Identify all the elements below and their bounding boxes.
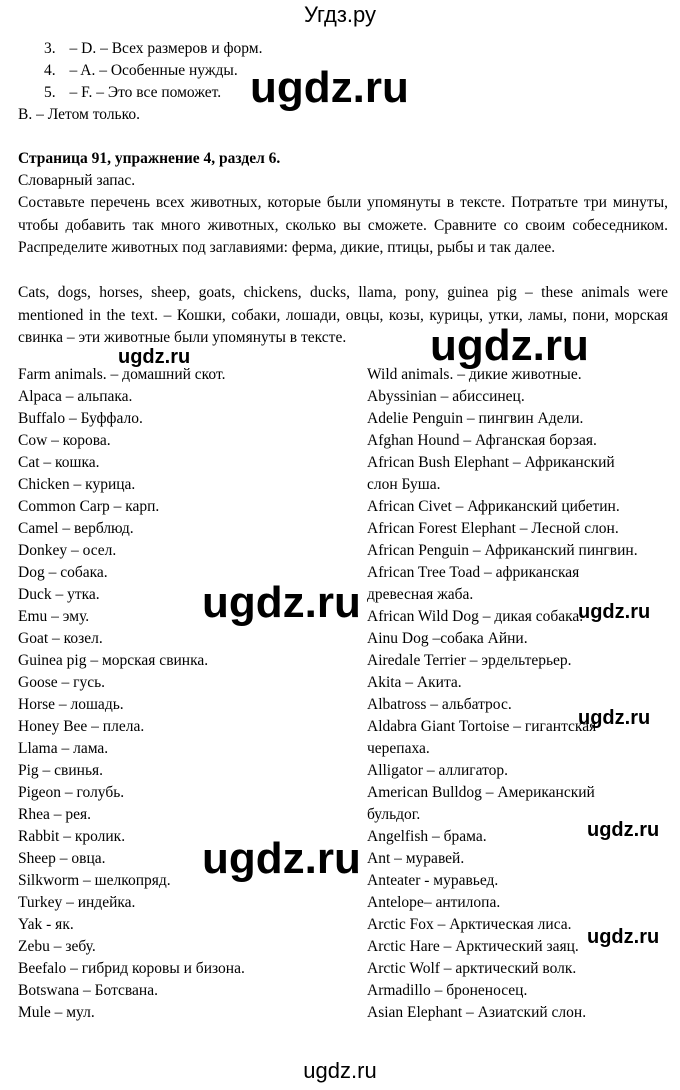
answer-text: – F. – Это все поможет. (69, 84, 222, 101)
wild-animal-entry: African Wild Dog – дикая собака. (367, 608, 584, 625)
farm-animal-entry: Chicken – курица. (18, 476, 136, 493)
wild-animal-entry: African Tree Toad – африканская (367, 564, 580, 581)
farm-animal-entry: Mule – мул. (18, 1004, 95, 1021)
answer-number: 5. (44, 84, 56, 101)
farm-animal-entry: Pig – свинья. (18, 762, 104, 779)
wild-animal-entry: Alligator – аллигатор. (367, 762, 509, 779)
farm-animal-entry: Honey Bee – плела. (18, 718, 145, 735)
farm-animal-entry: Cow – корова. (18, 432, 111, 449)
wild-animal-entry: African Bush Elephant – Африканский (367, 454, 615, 471)
wild-animal-entry: Ainu Dog –собака Айни. (367, 630, 528, 647)
answer-item (44, 60, 238, 82)
watermark: ugdz.ru (202, 578, 361, 627)
wild-animal-entry: African Penguin – Африканский пингвин. (367, 542, 638, 559)
farm-animal-entry: Camel – верблюд. (18, 520, 134, 537)
farm-animal-entry: Dog – собака. (18, 564, 108, 581)
farm-animal-entry: Turkey – индейка. (18, 894, 136, 911)
wild-animal-entry: Armadillo – броненосец. (367, 982, 528, 999)
wild-animal-entry: Angelfish – брама. (367, 828, 487, 845)
wild-animal-entry: Anteater - муравьед. (367, 872, 499, 889)
wild-animal-entry: Afghan Hound – Афганская борзая. (367, 432, 597, 449)
wild-animal-entry: Akita – Акита. (367, 674, 462, 691)
farm-animal-entry: Silkworm – шелкопряд. (18, 872, 171, 889)
farm-animal-entry: Alpaca – альпака. (18, 388, 133, 405)
wild-animal-entry: Asian Elephant – Азиатский слон. (367, 1004, 587, 1021)
answer-item (44, 82, 221, 104)
task-text: Составьте перечень всех животных, которые были упомянуты в тексте. Потратьте три минуты, чтобы добавить так много животных, сколько вы сможете. Сравните со своим собеседником. Распределите животных под заглавиями: ферма, дикие, птицы, рыбы и так далее. (18, 194, 668, 256)
wild-animal-entry: African Forest Elephant – Лесной слон. (367, 520, 619, 537)
farm-animal-entry: Sheep – овца. (18, 850, 106, 867)
farm-animal-entry: Guinea pig – морская свинка. (18, 652, 209, 669)
watermark: ugdz.ru (578, 707, 651, 729)
answer-item (44, 38, 262, 60)
answer-number: 4. (44, 62, 56, 79)
farm-animal-entry: Duck – утка. (18, 586, 100, 603)
wild-animal-entry: древесная жаба. (367, 586, 474, 603)
watermark: ugdz.ru (587, 926, 660, 948)
farm-animal-entry: Llama – лама. (18, 740, 109, 757)
wild-animal-entry: Aldabra Giant Tortoise – гигантская (367, 718, 597, 735)
wild-animal-entry: Abyssinian – абиссинец. (367, 388, 525, 405)
wild-animal-entry: черепаха. (367, 740, 430, 757)
farm-animal-entry: Goose – гусь. (18, 674, 106, 691)
wild-animal-entry: Adelie Penguin – пингвин Адели. (367, 410, 584, 427)
farm-animal-entry: Cat – кошка. (18, 454, 100, 471)
farm-animal-entry: Yak - як. (18, 916, 74, 933)
wild-animal-entry: бульдог. (367, 806, 421, 823)
farm-animal-entry: Rabbit – кролик. (18, 828, 126, 845)
watermark: ugdz.ru (430, 321, 589, 370)
watermark: ugdz.ru (587, 819, 660, 841)
farm-animal-entry: Horse – лошадь. (18, 696, 124, 713)
watermark: ugdz.ru (578, 601, 651, 623)
farm-animal-entry: Goat – козел. (18, 630, 103, 647)
farm-animal-entry: Botswana – Ботсвана. (18, 982, 158, 999)
farm-animals-list (18, 364, 245, 1024)
farm-animal-entry: Donkey – осел. (18, 542, 117, 559)
answer-b: B. – Летом только. (18, 106, 140, 123)
farm-animal-entry: Zebu – зебу. (18, 938, 96, 955)
wild-animal-entry: Ant – муравей. (367, 850, 465, 867)
wild-animal-entry: Albatross – альбатрос. (367, 696, 512, 713)
wild-animal-entry: Arctic Fox – Арктическая лиса. (367, 916, 572, 933)
answer-text: – D. – Всех размеров и форм. (69, 40, 263, 57)
footer-site: ugdz.ru (303, 1058, 377, 1083)
wild-animal-entry: African Civet – Африканский цибетин. (367, 498, 620, 515)
watermark: ugdz.ru (118, 346, 191, 368)
wild-animal-entry: слон Буша. (367, 476, 441, 493)
wild-animal-entry: Airedale Terrier – эрдельтерьер. (367, 652, 572, 669)
watermark: ugdz.ru (202, 834, 361, 883)
farm-animal-entry: Beefalo – гибрид коровы и бизона. (18, 960, 245, 977)
answer-number: 3. (44, 40, 56, 57)
exercise-subheading: Словарный запас. (18, 172, 136, 189)
exercise-heading: Страница 91, упражнение 4, раздел 6. (18, 150, 281, 167)
watermark: ugdz.ru (250, 63, 409, 112)
wild-animal-entry: Antelope– антилопа. (367, 894, 501, 911)
farm-animal-entry: Rhea – рея. (18, 806, 91, 823)
site-title: Угдз.ру (303, 2, 377, 27)
wild-animal-entry: American Bulldog – Американский (367, 784, 595, 801)
farm-animal-entry: Emu – эму. (18, 608, 90, 625)
farm-animal-entry: Common Carp – карп. (18, 498, 160, 515)
answer-text: – A. – Особенные нужды. (69, 62, 238, 79)
wild-animal-entry: Arctic Hare – Арктический заяц. (367, 938, 579, 955)
farm-animal-entry: Farm animals. – домашний скот. (18, 366, 226, 383)
wild-animal-entry: Wild animals. – дикие животные. (367, 366, 582, 383)
farm-animal-entry: Buffalo – Буффало. (18, 410, 143, 427)
farm-animal-entry: Pigeon – голубь. (18, 784, 125, 801)
wild-animal-entry: Arctic Wolf – арктический волк. (367, 960, 577, 977)
answer-paragraph: Cats, dogs, horses, sheep, goats, chickens, ducks, llama, pony, guinea pig – these animals were mentioned in the text. – Кошки, собаки, лошади, овцы, козы, курицы, утки, ламы, пони, морская свинка – эти животные были упомянуты в тексте. (18, 284, 668, 346)
